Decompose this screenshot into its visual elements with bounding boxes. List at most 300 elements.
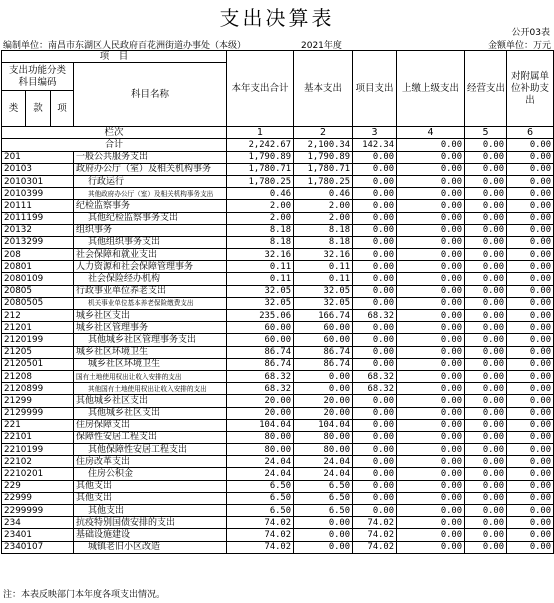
- subject-name: 其他支出: [74, 505, 227, 517]
- subject-code: 201: [2, 151, 74, 163]
- header-lei: 类: [2, 91, 26, 127]
- subject-code: 2210199: [2, 444, 74, 456]
- amount-cell: 8.18: [294, 236, 353, 248]
- amount-cell: 0.00: [465, 285, 507, 297]
- total-cell: 142.34: [353, 139, 397, 151]
- amount-cell: 0.00: [353, 346, 397, 358]
- amount-cell: 0.00: [397, 541, 465, 553]
- total-cell: 0.00: [507, 139, 554, 151]
- amount-cell: 104.04: [227, 419, 294, 431]
- amount-cell: 0.00: [353, 163, 397, 175]
- amount-cell: 1,780.25: [227, 175, 294, 187]
- amount-cell: 0.00: [507, 273, 554, 285]
- subject-name: 其他城乡社区支出: [74, 395, 227, 407]
- amount-cell: 0.00: [353, 236, 397, 248]
- amount-cell: 20.00: [227, 395, 294, 407]
- amount-cell: 32.05: [294, 297, 353, 309]
- amount-cell: 74.02: [227, 517, 294, 529]
- table-row: [2, 297, 554, 309]
- amount-cell: 0.00: [507, 505, 554, 517]
- amount-cell: 80.00: [294, 444, 353, 456]
- total-label: 合计: [2, 139, 227, 151]
- amount-cell: 0.00: [397, 212, 465, 224]
- amount-cell: 0.00: [353, 431, 397, 443]
- table-row: [2, 541, 554, 553]
- subject-name: 行政事业单位养老支出: [74, 285, 227, 297]
- table-row: [2, 529, 554, 541]
- amount-cell: 235.06: [227, 310, 294, 322]
- amount-cell: 0.00: [397, 322, 465, 334]
- table-row: [2, 444, 554, 456]
- subject-code: 20801: [2, 261, 74, 273]
- subject-code: 2120899: [2, 383, 74, 395]
- table-row: [2, 395, 554, 407]
- amount-cell: 0.00: [353, 285, 397, 297]
- amount-cell: 0.00: [397, 444, 465, 456]
- amount-cell: 60.00: [294, 334, 353, 346]
- table-row: [2, 224, 554, 236]
- table-row: [2, 370, 554, 382]
- amount-cell: 0.00: [353, 419, 397, 431]
- amount-cell: 20.00: [294, 395, 353, 407]
- amount-cell: 0.00: [507, 200, 554, 212]
- amount-cell: 0.00: [465, 480, 507, 492]
- subject-code: 2120199: [2, 334, 74, 346]
- amount-cell: 0.00: [397, 370, 465, 382]
- subject-name: 一般公共服务支出: [74, 151, 227, 163]
- amount-cell: 0.00: [397, 188, 465, 200]
- amount-cell: 0.00: [465, 200, 507, 212]
- total-cell: 2,242.67: [227, 139, 294, 151]
- amount-cell: 0.00: [353, 480, 397, 492]
- amount-cell: 1,780.71: [294, 163, 353, 175]
- table-row: [2, 175, 554, 187]
- amount-cell: 0.00: [294, 370, 353, 382]
- header-category-code: 支出功能分类 科目编码: [2, 63, 74, 91]
- amount-cell: 0.00: [465, 505, 507, 517]
- amount-cell: 0.00: [507, 480, 554, 492]
- amount-cell: 166.74: [294, 310, 353, 322]
- column-number: 2: [294, 127, 353, 139]
- table-row: [2, 346, 554, 358]
- subject-name: 保障性安居工程支出: [74, 431, 227, 443]
- amount-cell: 0.00: [397, 492, 465, 504]
- amount-cell: 0.00: [465, 468, 507, 480]
- amount-cell: 0.00: [507, 188, 554, 200]
- amount-cell: 0.00: [353, 273, 397, 285]
- table-row: [2, 310, 554, 322]
- amount-cell: 0.00: [507, 297, 554, 309]
- subject-name: 其他国有土地使用权出让收入安排的支出: [74, 383, 227, 395]
- subject-name: 社会保险经办机构: [74, 273, 227, 285]
- amount-cell: 0.00: [507, 334, 554, 346]
- amount-cell: 0.00: [397, 407, 465, 419]
- amount-cell: 0.00: [397, 310, 465, 322]
- amount-cell: 0.00: [397, 468, 465, 480]
- amount-cell: 0.00: [397, 431, 465, 443]
- amount-cell: 20.00: [294, 407, 353, 419]
- amount-cell: 24.04: [294, 456, 353, 468]
- amount-cell: 0.00: [397, 395, 465, 407]
- amount-cell: 0.00: [507, 419, 554, 431]
- column-number: 6: [507, 127, 554, 139]
- amount-cell: 1,780.25: [294, 175, 353, 187]
- table-row: [2, 188, 554, 200]
- amount-cell: 86.74: [294, 346, 353, 358]
- header-col-project: 项目支出: [353, 51, 397, 127]
- amount-cell: 0.00: [397, 285, 465, 297]
- amount-cell: 2.00: [227, 200, 294, 212]
- subject-code: 23401: [2, 529, 74, 541]
- table-row: [2, 151, 554, 163]
- amount-cell: 0.00: [397, 297, 465, 309]
- subject-code: 208: [2, 249, 74, 261]
- amount-cell: 0.00: [294, 541, 353, 553]
- amount-cell: 0.00: [465, 261, 507, 273]
- subject-code: 2010399: [2, 188, 74, 200]
- amount-cell: 0.00: [353, 200, 397, 212]
- table-row: [2, 456, 554, 468]
- amount-cell: 74.02: [227, 529, 294, 541]
- amount-cell: 80.00: [294, 431, 353, 443]
- amount-cell: 68.32: [227, 383, 294, 395]
- table-row: [2, 334, 554, 346]
- amount-cell: 86.74: [294, 358, 353, 370]
- amount-cell: 0.00: [294, 529, 353, 541]
- subject-code: 20103: [2, 163, 74, 175]
- amount-cell: 0.00: [507, 151, 554, 163]
- total-cell: 2,100.34: [294, 139, 353, 151]
- amount-cell: 80.00: [227, 431, 294, 443]
- header-col-total: 本年支出合计: [227, 51, 294, 127]
- amount-cell: 0.00: [397, 261, 465, 273]
- amount-cell: 0.00: [465, 163, 507, 175]
- subject-code: 229: [2, 480, 74, 492]
- header-col-business: 经营支出: [465, 51, 507, 127]
- subject-code: 21299: [2, 395, 74, 407]
- column-number: 3: [353, 127, 397, 139]
- subject-name: 其他支出: [74, 492, 227, 504]
- amount-cell: 0.00: [353, 261, 397, 273]
- table-row: [2, 236, 554, 248]
- table-row: [2, 431, 554, 443]
- report-year: 2021年度: [301, 41, 342, 51]
- amount-cell: 0.00: [465, 151, 507, 163]
- amount-cell: 8.18: [294, 224, 353, 236]
- amount-cell: 0.00: [465, 188, 507, 200]
- header-xiang: 项: [51, 91, 74, 127]
- amount-cell: 0.00: [397, 249, 465, 261]
- amount-cell: 0.11: [227, 261, 294, 273]
- subject-name: 城乡社区支出: [74, 310, 227, 322]
- subject-code: 20805: [2, 285, 74, 297]
- amount-cell: 0.00: [465, 297, 507, 309]
- table-row: [2, 261, 554, 273]
- subject-code: 21208: [2, 370, 74, 382]
- amount-cell: 74.02: [353, 517, 397, 529]
- amount-cell: 6.50: [294, 505, 353, 517]
- amount-cell: 0.00: [465, 456, 507, 468]
- amount-cell: 6.50: [227, 492, 294, 504]
- subject-name: 基础设施建设: [74, 529, 227, 541]
- total-row: [2, 139, 554, 151]
- amount-cell: 60.00: [294, 322, 353, 334]
- subject-name: 城乡社区管理事务: [74, 322, 227, 334]
- amount-cell: 0.00: [397, 505, 465, 517]
- amount-cell: 0.00: [397, 236, 465, 248]
- subject-code: 221: [2, 419, 74, 431]
- form-number: 公开03表: [511, 28, 550, 38]
- subject-code: 2129999: [2, 407, 74, 419]
- reporting-unit: 编制单位：南昌市东湖区人民政府百花洲街道办事处（本级）: [3, 41, 247, 51]
- amount-cell: 0.00: [397, 200, 465, 212]
- subject-name: 社会保障和就业支出: [74, 249, 227, 261]
- table-row: [2, 517, 554, 529]
- amount-cell: 0.00: [507, 310, 554, 322]
- header-col-subsidy: 对附属单位补助支出: [507, 51, 554, 127]
- amount-cell: 0.00: [397, 151, 465, 163]
- subject-code: 2080505: [2, 297, 74, 309]
- amount-cell: 0.00: [507, 322, 554, 334]
- amount-cell: 74.02: [353, 529, 397, 541]
- amount-cell: 0.00: [465, 444, 507, 456]
- table-row: [2, 407, 554, 419]
- subject-code: 20132: [2, 224, 74, 236]
- amount-cell: 0.00: [465, 370, 507, 382]
- table-row: [2, 322, 554, 334]
- amount-cell: 2.00: [294, 200, 353, 212]
- amount-unit: 金额单位：万元: [487, 41, 551, 51]
- report-title: 支出决算表: [219, 6, 335, 30]
- amount-cell: 2.00: [294, 212, 353, 224]
- amount-cell: 0.00: [294, 383, 353, 395]
- amount-cell: 74.02: [353, 541, 397, 553]
- amount-cell: 0.00: [353, 175, 397, 187]
- column-number: 1: [227, 127, 294, 139]
- total-cell: 0.00: [397, 139, 465, 151]
- table-row: [2, 480, 554, 492]
- amount-cell: 0.00: [465, 517, 507, 529]
- table-row: [2, 492, 554, 504]
- amount-cell: 0.00: [507, 236, 554, 248]
- total-cell: 0.00: [465, 139, 507, 151]
- amount-cell: 0.00: [465, 529, 507, 541]
- amount-cell: 0.00: [465, 212, 507, 224]
- subject-code: 2120501: [2, 358, 74, 370]
- subject-code: 21201: [2, 322, 74, 334]
- subject-code: 234: [2, 517, 74, 529]
- amount-cell: 60.00: [227, 334, 294, 346]
- amount-cell: 0.00: [507, 285, 554, 297]
- subject-name: 其他城乡社区管理事务支出: [74, 334, 227, 346]
- subject-code: 22101: [2, 431, 74, 443]
- subject-name: 机关事业单位基本养老保险缴费支出: [74, 297, 227, 309]
- subject-name: 行政运行: [74, 175, 227, 187]
- subject-name: 其他城乡社区支出: [74, 407, 227, 419]
- subject-code: 2080109: [2, 273, 74, 285]
- amount-cell: 0.46: [227, 188, 294, 200]
- amount-cell: 0.00: [397, 419, 465, 431]
- amount-cell: 0.00: [465, 224, 507, 236]
- amount-cell: 0.00: [353, 395, 397, 407]
- amount-cell: 68.32: [353, 383, 397, 395]
- amount-cell: 0.00: [397, 175, 465, 187]
- table-row: [2, 358, 554, 370]
- amount-cell: 0.00: [397, 529, 465, 541]
- amount-cell: 0.00: [353, 358, 397, 370]
- amount-cell: 0.11: [294, 261, 353, 273]
- amount-cell: 0.00: [465, 322, 507, 334]
- amount-cell: 6.50: [294, 492, 353, 504]
- subject-name: 住房保障支出: [74, 419, 227, 431]
- amount-cell: 0.00: [353, 505, 397, 517]
- subject-name: 城镇老旧小区改造: [74, 541, 227, 553]
- amount-cell: 0.00: [507, 407, 554, 419]
- amount-cell: 0.00: [507, 163, 554, 175]
- amount-cell: 24.04: [227, 456, 294, 468]
- amount-cell: 1,790.89: [294, 151, 353, 163]
- header-columns-label: 栏次: [2, 127, 227, 139]
- amount-cell: 0.00: [353, 188, 397, 200]
- amount-cell: 0.00: [294, 517, 353, 529]
- table-row: [2, 468, 554, 480]
- amount-cell: 0.00: [397, 358, 465, 370]
- subject-name: 纪检监察事务: [74, 200, 227, 212]
- amount-cell: 8.18: [227, 224, 294, 236]
- subject-code: 2011199: [2, 212, 74, 224]
- subject-name: 其他纪检监察事务支出: [74, 212, 227, 224]
- amount-cell: 0.00: [397, 163, 465, 175]
- amount-cell: 1,790.89: [227, 151, 294, 163]
- amount-cell: 2.00: [227, 212, 294, 224]
- subject-name: 城乡社区环境卫生: [74, 346, 227, 358]
- table-row: [2, 163, 554, 175]
- subject-name: 抗疫特别国债安排的支出: [74, 517, 227, 529]
- amount-cell: 6.50: [227, 505, 294, 517]
- subject-name: 其他支出: [74, 480, 227, 492]
- footnote: 注：本表反映部门本年度各项支出情况。: [3, 590, 166, 600]
- amount-cell: 0.00: [507, 261, 554, 273]
- header-item: 项 目: [2, 51, 227, 63]
- amount-cell: 24.04: [294, 468, 353, 480]
- table-row: [2, 249, 554, 261]
- subject-name: 其他组织事务支出: [74, 236, 227, 248]
- amount-cell: 0.00: [507, 492, 554, 504]
- amount-cell: 86.74: [227, 346, 294, 358]
- amount-cell: 0.00: [353, 407, 397, 419]
- subject-code: 22999: [2, 492, 74, 504]
- table-row: [2, 200, 554, 212]
- amount-cell: 0.00: [397, 334, 465, 346]
- amount-cell: 0.46: [294, 188, 353, 200]
- amount-cell: 0.00: [507, 383, 554, 395]
- amount-cell: 0.00: [465, 249, 507, 261]
- amount-cell: 0.00: [507, 212, 554, 224]
- table-row: [2, 419, 554, 431]
- amount-cell: 0.00: [465, 346, 507, 358]
- amount-cell: 0.00: [397, 273, 465, 285]
- subject-code: 2299999: [2, 505, 74, 517]
- amount-cell: 0.00: [353, 297, 397, 309]
- amount-cell: 0.00: [353, 249, 397, 261]
- amount-cell: 0.00: [353, 151, 397, 163]
- amount-cell: 0.00: [465, 273, 507, 285]
- amount-cell: 0.00: [397, 456, 465, 468]
- amount-cell: 0.00: [507, 370, 554, 382]
- amount-cell: 0.00: [465, 175, 507, 187]
- amount-cell: 0.00: [507, 395, 554, 407]
- amount-cell: 0.00: [507, 249, 554, 261]
- amount-cell: 0.11: [294, 273, 353, 285]
- subject-name: 其他政府办公厅（室）及相关机构事务支出: [74, 188, 227, 200]
- amount-cell: 0.00: [507, 541, 554, 553]
- amount-cell: 0.00: [353, 468, 397, 480]
- amount-cell: 0.00: [507, 346, 554, 358]
- header-col-upper: 上缴上级支出: [397, 51, 465, 127]
- header-subject-name: 科目名称: [74, 63, 227, 127]
- amount-cell: 0.00: [397, 383, 465, 395]
- amount-cell: 0.00: [353, 334, 397, 346]
- amount-cell: 68.32: [353, 370, 397, 382]
- amount-cell: 0.00: [397, 517, 465, 529]
- amount-cell: 0.00: [397, 224, 465, 236]
- subject-name: 城乡社区环境卫生: [74, 358, 227, 370]
- amount-cell: 0.00: [353, 492, 397, 504]
- amount-cell: 74.02: [227, 541, 294, 553]
- subject-code: 20111: [2, 200, 74, 212]
- amount-cell: 80.00: [227, 444, 294, 456]
- expenditure-table: [1, 50, 554, 554]
- subject-code: 22102: [2, 456, 74, 468]
- table-row: [2, 383, 554, 395]
- amount-cell: 60.00: [227, 322, 294, 334]
- amount-cell: 0.00: [397, 480, 465, 492]
- subject-code: 2013299: [2, 236, 74, 248]
- amount-cell: 32.05: [227, 285, 294, 297]
- table-row: [2, 212, 554, 224]
- amount-cell: 32.05: [227, 297, 294, 309]
- amount-cell: 86.74: [227, 358, 294, 370]
- amount-cell: 0.00: [507, 468, 554, 480]
- amount-cell: 8.18: [227, 236, 294, 248]
- subject-name: 住房改革支出: [74, 456, 227, 468]
- column-number: 5: [465, 127, 507, 139]
- amount-cell: 0.00: [353, 224, 397, 236]
- amount-cell: 0.00: [465, 431, 507, 443]
- subject-name: 组织事务: [74, 224, 227, 236]
- amount-cell: 0.00: [507, 224, 554, 236]
- amount-cell: 0.00: [465, 407, 507, 419]
- subject-name: 住房公积金: [74, 468, 227, 480]
- amount-cell: 0.00: [465, 492, 507, 504]
- amount-cell: 6.50: [227, 480, 294, 492]
- table-row: [2, 505, 554, 517]
- amount-cell: 0.00: [465, 395, 507, 407]
- table-row: [2, 273, 554, 285]
- amount-cell: 0.00: [507, 456, 554, 468]
- amount-cell: 32.16: [294, 249, 353, 261]
- amount-cell: 0.00: [353, 212, 397, 224]
- amount-cell: 0.00: [465, 383, 507, 395]
- subject-name: 其他保障性安居工程支出: [74, 444, 227, 456]
- amount-cell: 0.00: [507, 431, 554, 443]
- amount-cell: 68.32: [227, 370, 294, 382]
- amount-cell: 0.00: [507, 444, 554, 456]
- subject-code: 2340107: [2, 541, 74, 553]
- subject-name: 人力资源和社会保障管理事务: [74, 261, 227, 273]
- amount-cell: 0.00: [353, 444, 397, 456]
- amount-cell: 32.05: [294, 285, 353, 297]
